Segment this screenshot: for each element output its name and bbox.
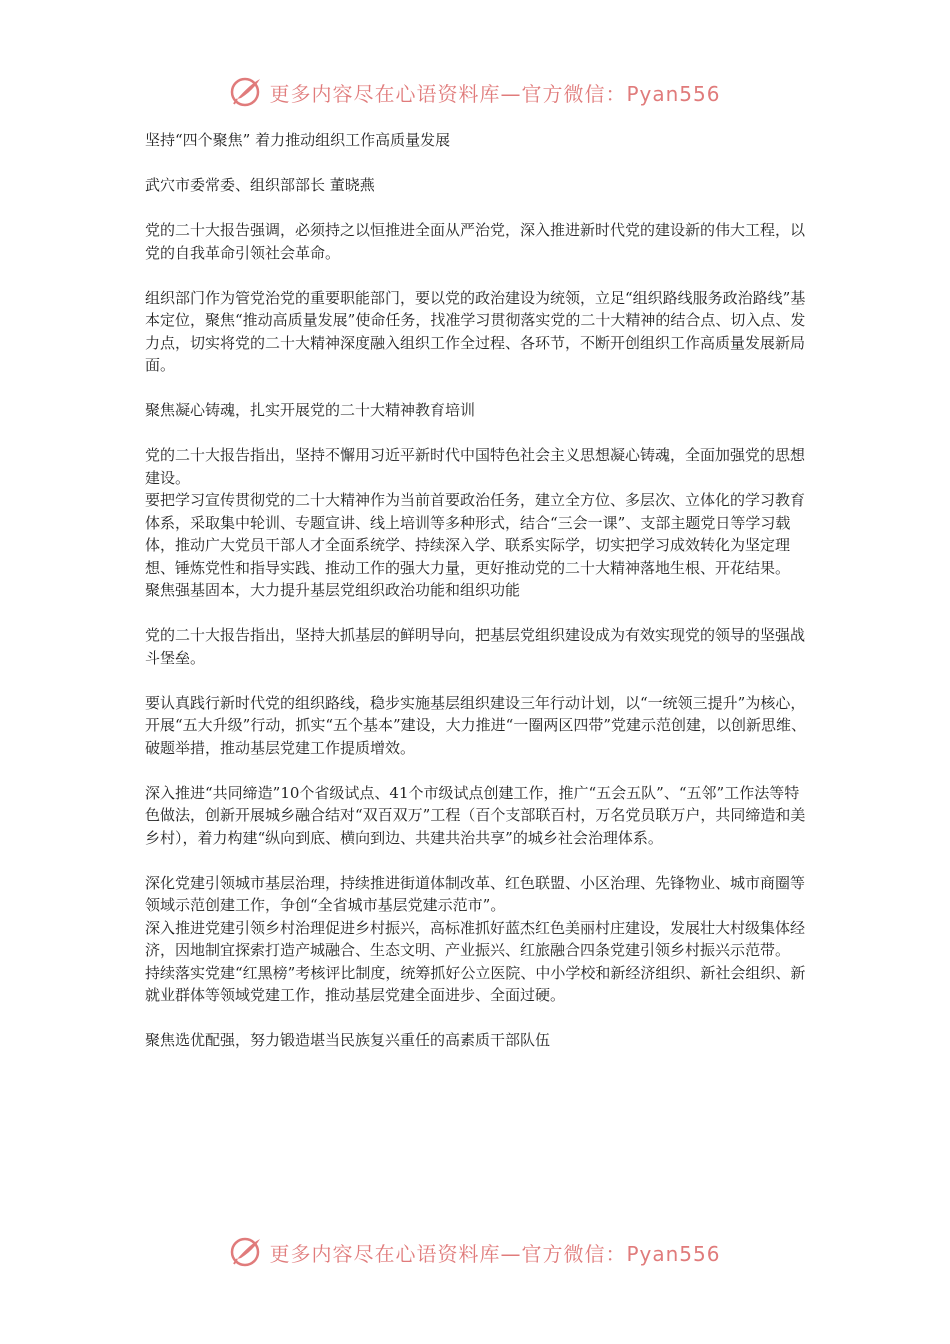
paragraph: 党的二十大报告强调，必须持之以恒推进全面从严治党，深入推进新时代党的建设新的伟大工程，以党的自我革命引领社会革命。	[145, 221, 806, 262]
paragraph: 组织部门作为管党治党的重要职能部门，要以党的政治建设为统领，立足“组织路线服务政治路线”基本定位，聚焦“推动高质量发展”使命任务，找准学习贯彻落实党的二十大精神的结合点、切入点、发力点，切实将党的二十大精神深度融入组织工作全过程、各环节，不断开创组织工作高质量发展新局面。	[145, 288, 806, 374]
header-watermark	[0, 72, 950, 112]
paragraph: 深入推进党建引领乡村治理促进乡村振兴，高标准抓好蓝杰红色美丽村庄建设，发展壮大村级集体经济，因地制宜探索打造产城融合、生态文明、产业振兴、红旅融合四条党建引领乡村振兴示范带。	[145, 918, 806, 959]
footer-watermark	[0, 1232, 950, 1272]
section-heading: 聚焦凝心铸魂，扎实开展党的二十大精神教育培训	[145, 401, 476, 419]
section-heading: 聚焦强基固本，大力提升基层党组织政治功能和组织功能	[145, 581, 521, 599]
watermark-text: 更多内容尽在心语资料库—官方微信：Pyan556	[269, 1241, 721, 1266]
paragraph: 深入推进“共同缔造”10个省级试点、41个市级试点创建工作，推广“五会五队”、“五邻”工作法等特色做法，创新开展城乡融合结对“双百双万”工程（百个支部联百村，万名党员联万户，共同缔造和美乡村），着力构建“纵向到底、横向到边、共建共治共享”的城乡社会治理体系。	[145, 783, 806, 847]
feather-logo-icon	[229, 1235, 263, 1269]
watermark-text: 更多内容尽在心语资料库—官方微信：Pyan556	[269, 81, 721, 106]
feather-logo-icon	[229, 75, 263, 109]
paragraph: 深化党建引领城市基层治理，持续推进街道体制改革、红色联盟、小区治理、先锋物业、城市商圈等领域示范创建工作，争创“全省城市基层党建示范市”。	[145, 873, 806, 914]
paragraph: 党的二十大报告指出，坚持不懈用习近平新时代中国特色社会主义思想凝心铸魂，全面加强党的思想建设。	[145, 446, 806, 487]
article-title: 坚持“四个聚焦” 着力推动组织工作高质量发展	[145, 131, 451, 149]
paragraph: 要把学习宣传贯彻党的二十大精神作为当前首要政治任务，建立全方位、多层次、立体化的学习教育体系，采取集中轮训、专题宣讲、线上培训等多种形式，结合“三会一课”、支部主题党日等学习载体，推动广大党员干部人才全面系统学、持续深入学、联系实际学，切实把学习成效转化为坚定理想、锤炼党性和指导实践、推动工作的强大力量，更好推动党的二十大精神落地生根、开花结果。	[145, 491, 806, 577]
section-heading: 聚焦选优配强，努力锻造堪当民族复兴重任的高素质干部队伍	[145, 1031, 551, 1049]
paragraph: 要认真践行新时代党的组织路线，稳步实施基层组织建设三年行动计划，以“一统领三提升”为核心，开展“五大升级”行动，抓实“五个基本”建设，大力推进“一圈两区四带”党建示范创建，以创新思维、破题举措，推动基层党建工作提质增效。	[145, 693, 807, 757]
paragraph: 党的二十大报告指出，坚持大抓基层的鲜明导向，把基层党组织建设成为有效实现党的领导的坚强战斗堡垒。	[145, 626, 806, 667]
paragraph: 持续落实党建“红黑榜”考核评比制度，统筹抓好公立医院、中小学校和新经济组织、新社会组织、新就业群体等领域党建工作，推动基层党建全面进步、全面过硬。	[145, 963, 806, 1004]
article-body	[145, 129, 810, 1052]
article-author: 武穴市委常委、组织部部长 董晓燕	[145, 176, 375, 194]
